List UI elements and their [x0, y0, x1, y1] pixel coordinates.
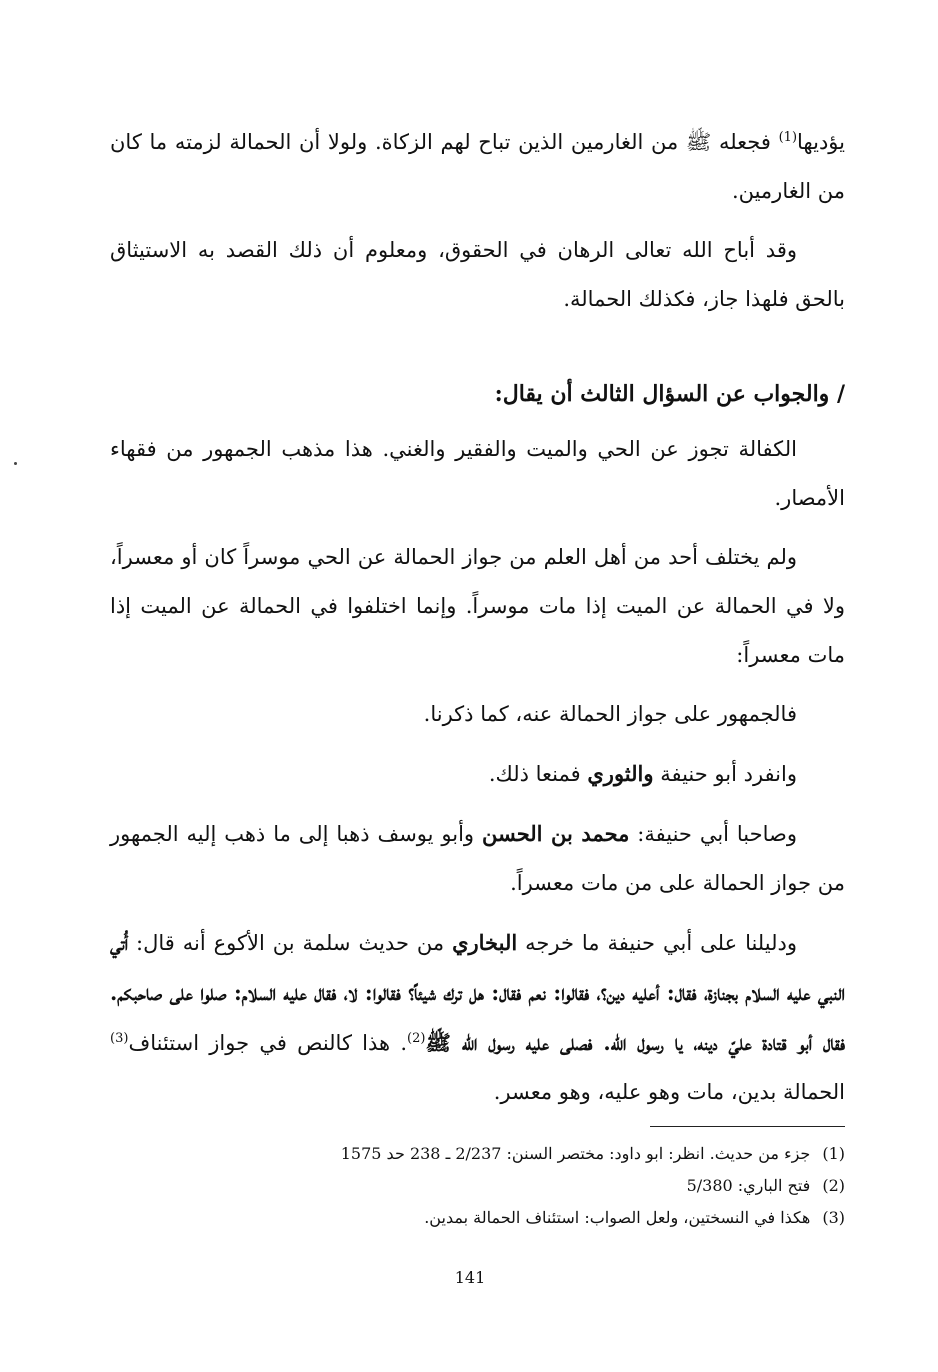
footnote-2: [160, 1170, 845, 1202]
footnotes: [160, 1138, 845, 1234]
paragraph-2: وقد أباح الله تعالى الرهان في الحقوق، ومعلوم أن ذلك القصد به الاستيثاق بالحق فلهذا جاز، فكذلك الحمالة.: [110, 238, 845, 311]
bold-name-thawri: والثوري: [587, 761, 654, 786]
footnote-number: (2): [822, 1176, 845, 1195]
hadith-quote: أُتي النبي عليه السلام بجنازة، فقال: أعليه دين؟، فقالوا: نعم فقال: هل ترك شيئاً؟ فقالوا: لا، فقال عليه السلام: صلوا على صاحبكم. فقال أبو قتادة عليّ دينه، يا رسول الله. فصلى عليه رسول الله ﷺ: [110, 930, 845, 1055]
bold-name-muhammad: محمد بن الحسن: [481, 821, 630, 846]
footnote-separator: [650, 1126, 845, 1127]
section-heading: / والجواب عن السؤال الثالث أن يقال:: [494, 381, 845, 407]
footnote-3: [160, 1202, 845, 1234]
footnote-text: هكذا في النسختين، ولعل الصواب: استئناف الحمالة بمدين.: [424, 1208, 811, 1227]
paragraph-7: وصاحبا أبي حنيفة: محمد بن الحسن وأبو يوسف ذهبا إلى ما ذهب إليه الجمهور من جواز الحمالة على من مات معسراً.: [110, 821, 845, 895]
paragraph-1: يؤديها$^{(1)}$ فجعله ﷺ من الغارمين الذين تباح لهم الزكاة. ولولا أن الحمالة لزمته ما كان من الغارمين.: [110, 130, 845, 203]
footnote-text: جزء من حديث. انظر: ابو داود: مختصر السنن: 2/237 ـ 238 حد 1575: [340, 1144, 811, 1163]
paragraph-5: فالجمهور على جواز الحمالة عنه، كما ذكرنا.: [423, 702, 797, 726]
footnote-text: فتح الباري: 5/380: [686, 1176, 811, 1195]
scan-speck: [14, 462, 17, 465]
footnote-ref-3: (3): [110, 1031, 129, 1046]
paragraph-6: وانفرد أبو حنيفة والثوري فمنعا ذلك.: [488, 761, 797, 786]
footnote-ref-2: (2): [407, 1031, 426, 1046]
footnote-1: [160, 1138, 845, 1170]
footnote-ref-1: (1): [778, 130, 798, 145]
paragraph-3: الكفالة تجوز عن الحي والميت والفقير والغني. هذا مذهب الجمهور من فقهاء الأمصار.: [110, 437, 845, 510]
bold-name-bukhari: البخاري: [452, 930, 518, 955]
body-text: [110, 118, 845, 1127]
paragraph-8: ودليلنا على أبي حنيفة ما خرجه البخاري من حديث سلمة بن الأكوع أنه قال: أُتي النبي عليه السلام بجنازة، فقال: أعليه دين؟، فقالوا: نعم فقال: هل ترك شيئاً؟ فقالوا: لا، فقال عليه السلام: صلوا على صاحبكم. فقال أبو قتادة عليّ دينه، يا رسول الله. فصلى عليه رسول الله ﷺ$^{(2)}$. هذا كالنص في جواز استئناف$^{(3)}$ الحمالة بدين، مات وهو عليه، وهو معسر.: [110, 930, 845, 1104]
footnote-number: (1): [822, 1144, 845, 1163]
page-number: 141: [454, 1268, 486, 1287]
paragraph-4: ولم يختلف أحد من أهل العلم من جواز الحمالة عن الحي موسراً كان أو معسراً، ولا في الحمالة عن الميت إذا مات موسراً. وإنما اختلفوا في الحمالة عن الميت إذا مات معسراً:: [110, 545, 845, 667]
footnote-number: (3): [822, 1208, 845, 1227]
